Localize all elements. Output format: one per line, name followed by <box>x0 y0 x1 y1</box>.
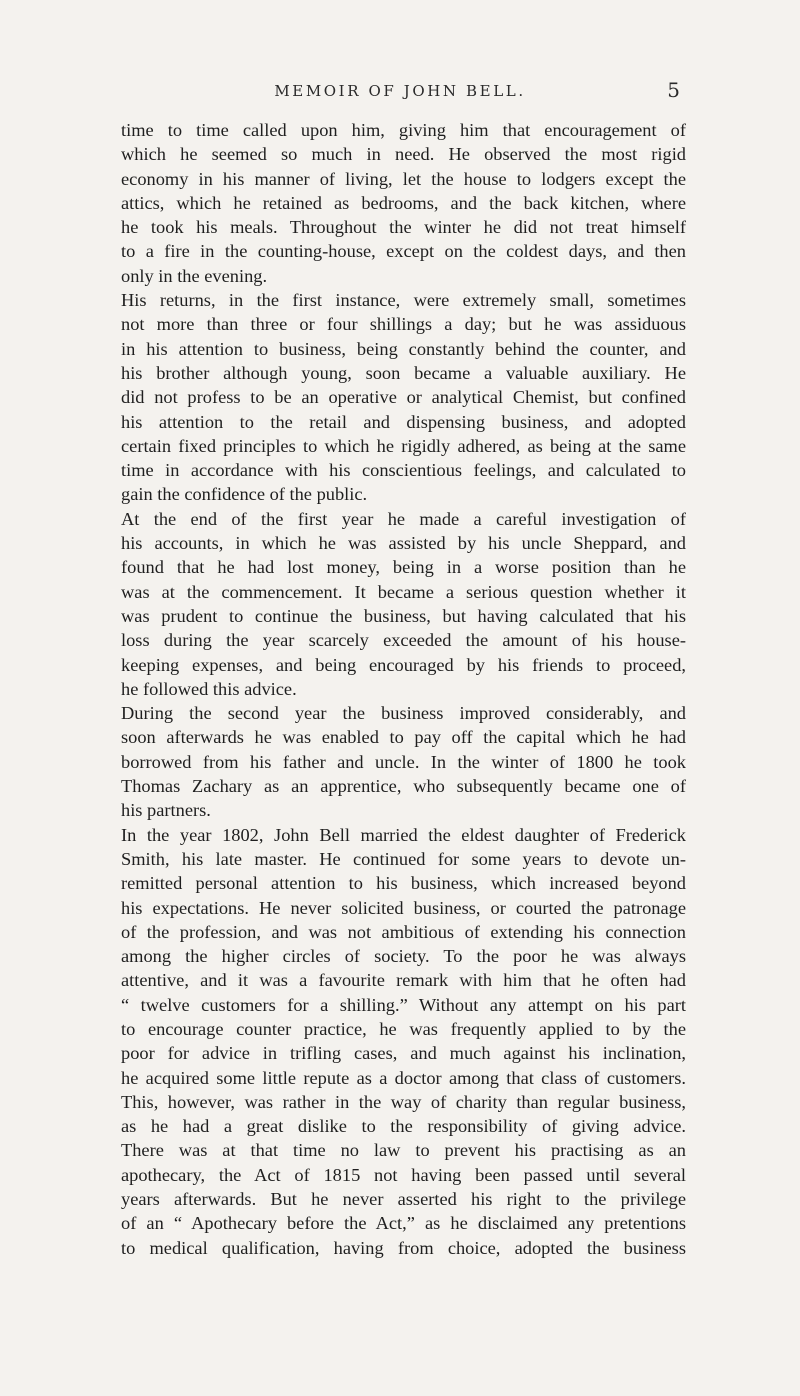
text-line: loss during the year scarcely exceeded the amount of his house- <box>121 630 686 651</box>
text-line: apothecary, the Act of 1815 not having been passed until several <box>121 1164 686 1185</box>
text-line: not more than three or four shillings a day; but he was assiduous <box>121 314 686 335</box>
text-line: to medical qualification, having from choice, adopted the business <box>121 1237 686 1258</box>
text-line: soon afterwards he was enabled to pay off the capital which he had <box>121 727 686 748</box>
text-line: he took his meals. Throughout the winter he did not treat himself <box>121 217 686 238</box>
text-line: Thomas Zachary as an apprentice, who subsequently became one of <box>121 776 686 797</box>
text-line: attentive, and it was a favourite remark with him that he often had <box>121 970 686 991</box>
text-line: During the second year the business improved considerably, and <box>121 703 686 724</box>
text-line: his brother although young, soon became a valuable auxiliary. He <box>121 362 686 383</box>
text-line: of the profession, and was not ambitious of extending his connection <box>121 921 686 942</box>
text-line: was prudent to continue the business, but having calculated that his <box>121 605 686 626</box>
text-line: borrowed from his father and uncle. In the winter of 1800 he took <box>121 751 686 772</box>
text-line: years afterwards. But he never asserted his right to the privilege <box>121 1189 686 1210</box>
text-line: In the year 1802, John Bell married the eldest daughter of Frederick <box>121 824 686 845</box>
text-line: attics, which he retained as bedrooms, and the back kitchen, where <box>121 192 686 213</box>
text-line: to a fire in the counting-house, except on the coldest days, and then <box>121 241 686 262</box>
text-line: keeping expenses, and being encouraged by his friends to proceed, <box>121 654 686 675</box>
text-line: There was at that time no law to prevent his practising as an <box>121 1140 686 1161</box>
text-line: found that he had lost money, being in a worse position than he <box>121 557 686 578</box>
body-text <box>121 118 686 1260</box>
text-line: he acquired some little repute as a doctor among that class of customers. <box>121 1067 686 1088</box>
text-line: “ twelve customers for a shilling.” Without any attempt on his part <box>121 994 686 1015</box>
text-line: he followed this advice. <box>121 678 297 699</box>
text-line: At the end of the first year he made a careful investigation of <box>121 508 686 529</box>
text-line: This, however, was rather in the way of charity than regular business, <box>121 1091 686 1112</box>
text-line: certain fixed principles to which he rigidly adhered, as being at the same <box>121 435 686 456</box>
text-line: to encourage counter practice, he was frequently applied to by the <box>121 1018 686 1039</box>
text-line: among the higher circles of society. To the poor he was always <box>121 946 686 967</box>
text-line: his accounts, in which he was assisted by his uncle Sheppard, and <box>121 533 686 554</box>
text-line: was at the commencement. It became a serious question whether it <box>121 581 686 602</box>
text-line: remitted personal attention to his business, which increased beyond <box>121 873 686 894</box>
text-line: of an “ Apothecary before the Act,” as he disclaimed any pretentions <box>121 1213 686 1234</box>
text-line: poor for advice in trifling cases, and much against his inclination, <box>121 1043 686 1064</box>
text-line: which he seemed so much in need. He observed the most rigid <box>121 144 686 165</box>
text-line: gain the confidence of the public. <box>121 484 368 505</box>
text-line: in his attention to business, being constantly behind the counter, and <box>121 338 686 359</box>
text-line: economy in his manner of living, let the house to lodgers except the <box>121 168 686 189</box>
text-line: only in the evening. <box>121 265 268 286</box>
page-number: 5 <box>667 78 680 102</box>
text-line: time to time called upon him, giving him that encouragement of <box>121 120 686 140</box>
text-line: as he had a great dislike to the responsibility of giving advice. <box>121 1116 686 1137</box>
text-line: his partners. <box>121 800 211 821</box>
page-header <box>120 78 680 108</box>
text-line: His returns, in the first instance, were extremely small, sometimes <box>121 290 686 311</box>
text-line: Smith, his late master. He continued for some years to devote un- <box>121 848 686 869</box>
text-line: did not profess to be an operative or analytical Chemist, but confined <box>121 387 686 408</box>
text-line: his attention to the retail and dispensing business, and adopted <box>121 411 686 432</box>
running-title: MEMOIR OF JOHN BELL. <box>274 82 526 100</box>
text-line: time in accordance with his conscientious feelings, and calculated to <box>121 460 686 481</box>
text-line: his expectations. He never solicited business, or courted the patronage <box>121 897 686 918</box>
